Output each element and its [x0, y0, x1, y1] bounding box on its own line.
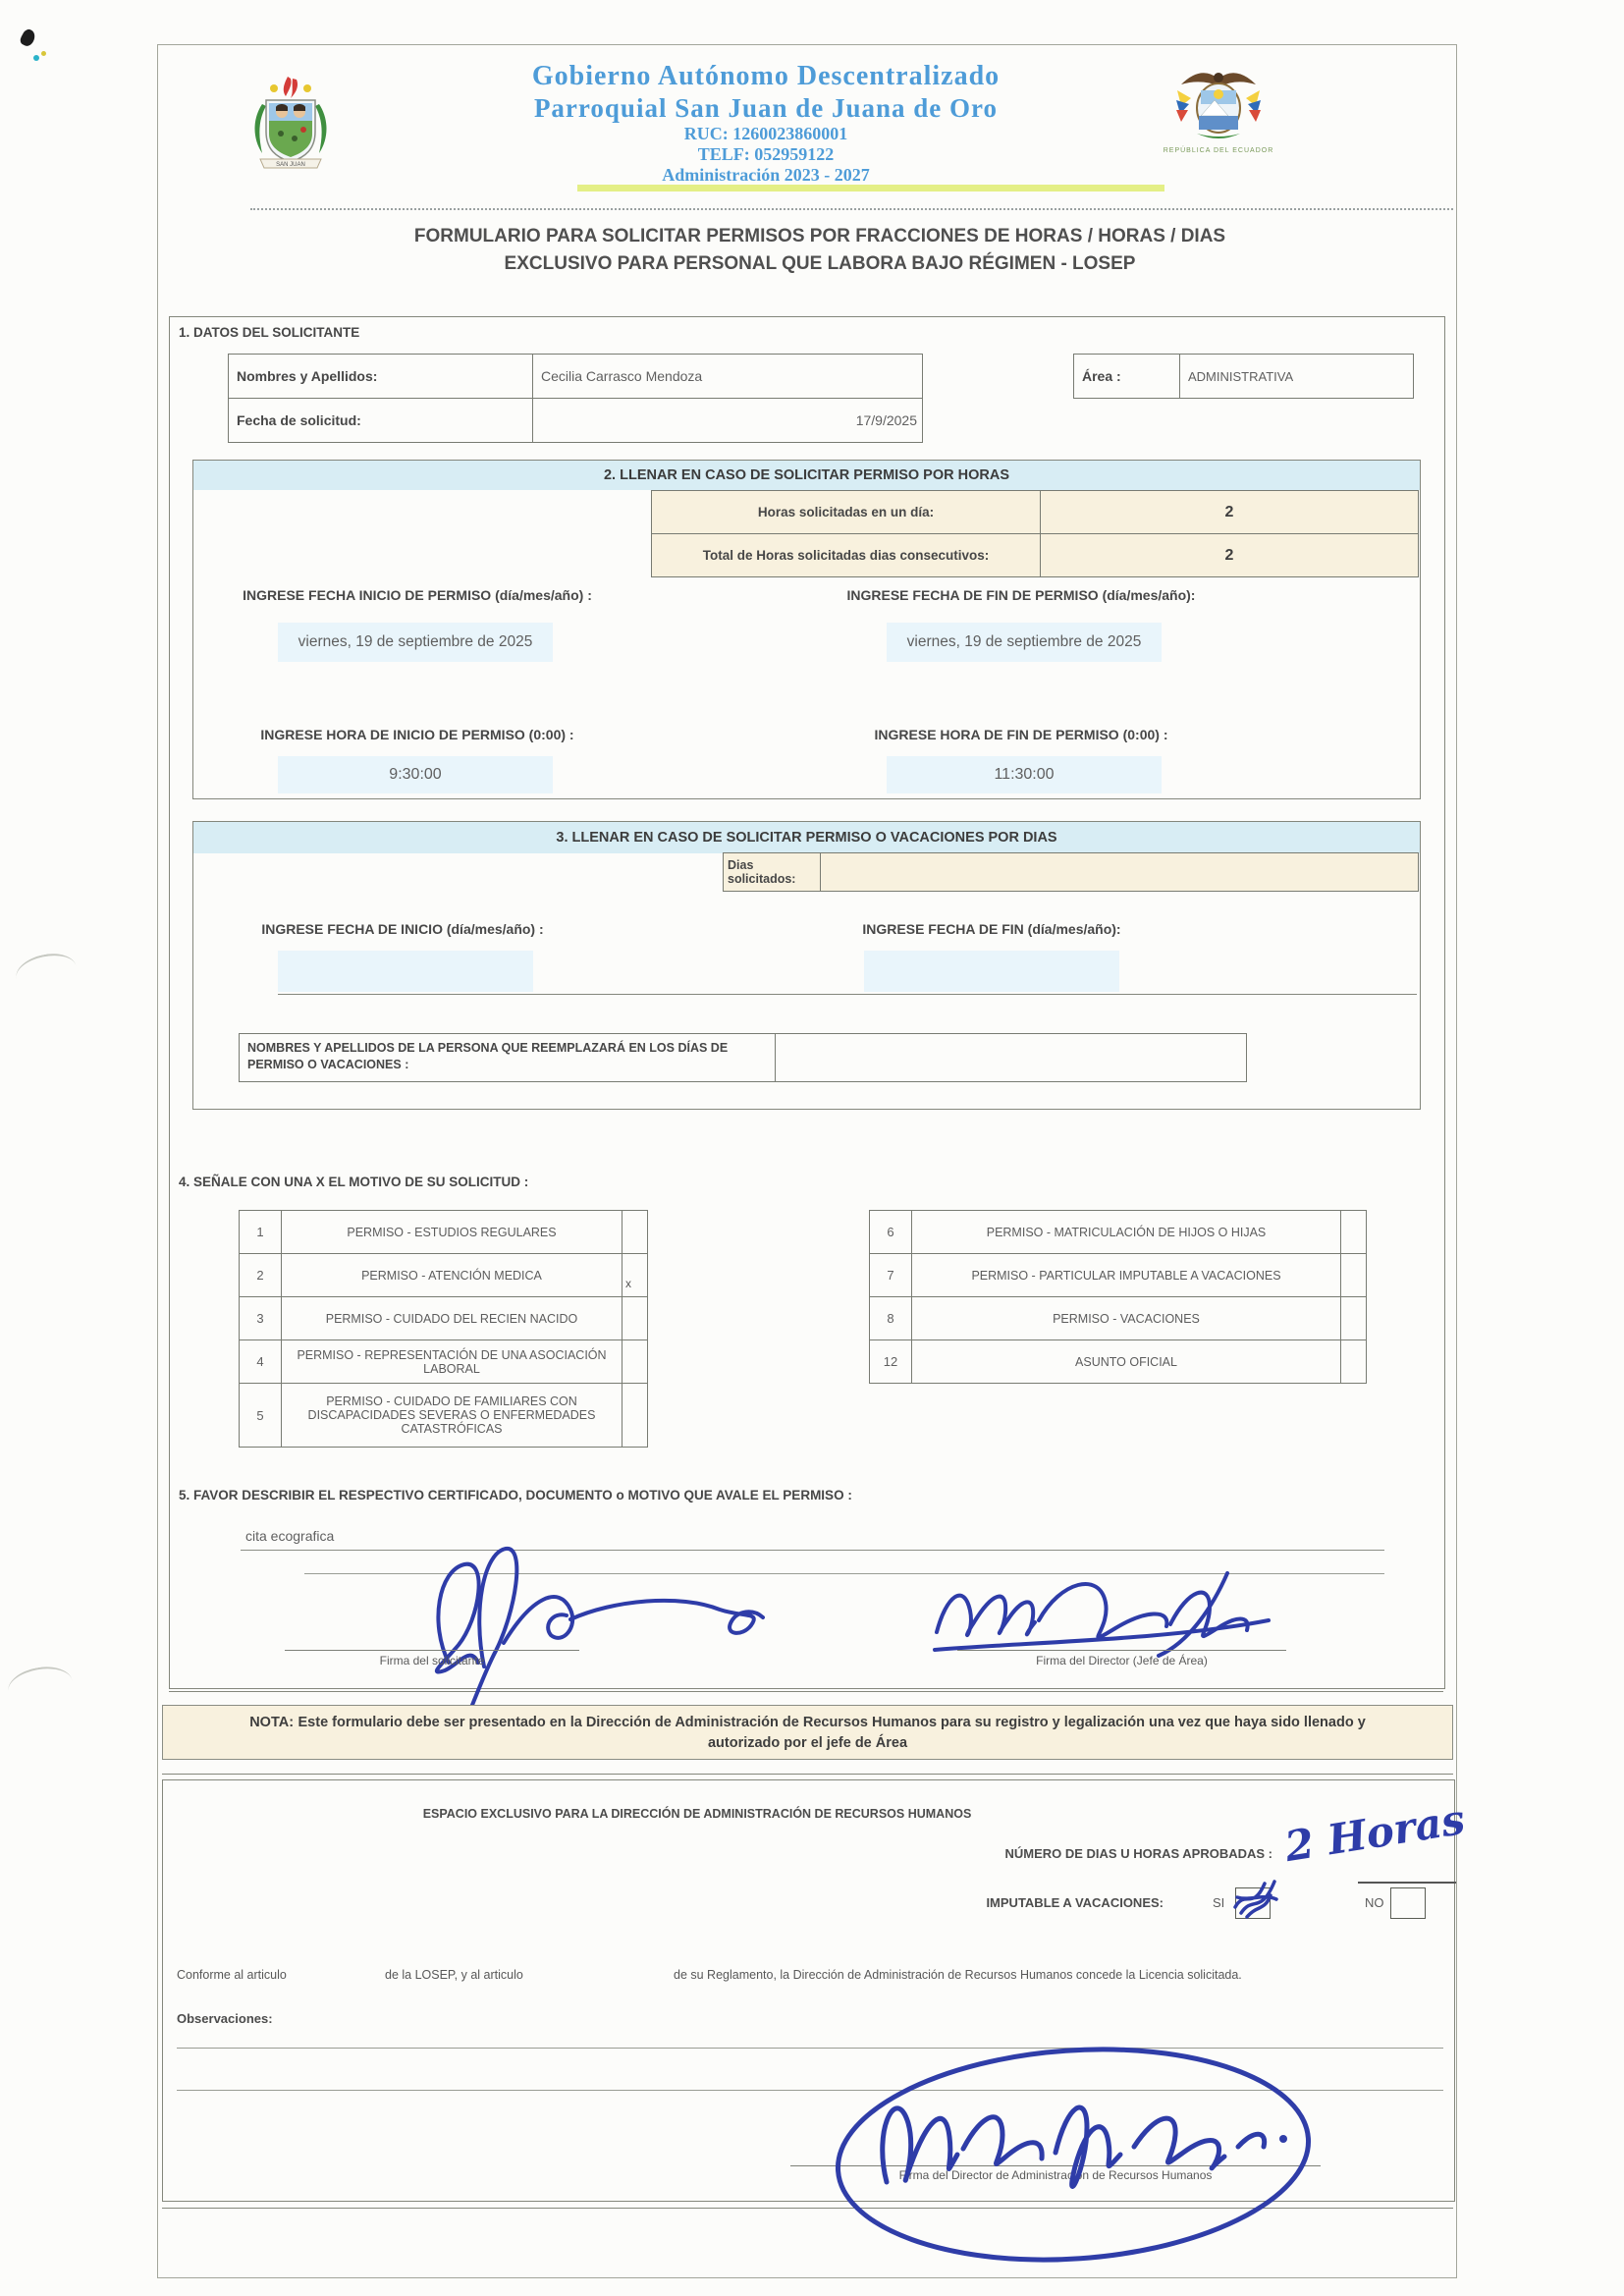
- scan-artifact: [33, 55, 39, 61]
- fecha-solicitud-value: 17/9/2025: [855, 412, 917, 428]
- horas-dia-label: Horas solicitadas en un día:: [652, 491, 1041, 533]
- form-title-line1: FORMULARIO PARA SOLICITAR PERMISOS POR FRACCIONES DE HORAS / HORAS / DIAS: [413, 226, 1226, 246]
- header-divider: [250, 208, 1453, 210]
- imputable-label: IMPUTABLE A VACACIONES:: [986, 1895, 1164, 1910]
- motive-row: [240, 1253, 647, 1296]
- fecha-inicio-dias-label: INGRESE FECHA DE INICIO (día/mes/año) :: [261, 921, 544, 937]
- motive-mark-cell: [622, 1297, 647, 1339]
- motive-number: 12: [870, 1340, 912, 1383]
- fecha-fin-dias-label: INGRESE FECHA DE FIN (día/mes/año):: [862, 921, 1121, 937]
- reemplazo-value: [776, 1033, 1247, 1082]
- section4-heading: 4. SEÑALE CON UNA X EL MOTIVO DE SU SOLICITUD :: [179, 1175, 529, 1189]
- horas-dia-value: 2: [1041, 491, 1418, 533]
- motive-mark-cell: [1340, 1211, 1366, 1253]
- area-label: Área :: [1074, 355, 1180, 398]
- motives-table-right: [869, 1210, 1367, 1384]
- org-admin-period: Administración 2023 - 2027: [662, 165, 870, 185]
- motive-mark-cell: [1340, 1340, 1366, 1383]
- fecha-inicio-permiso-label: INGRESE FECHA INICIO DE PERMISO (día/mes/año) :: [243, 587, 592, 603]
- motive-row: [870, 1296, 1366, 1339]
- section3-heading: 3. LLENAR EN CASO DE SOLICITAR PERMISO O VACACIONES POR DIAS: [193, 822, 1420, 853]
- crest-banner-text: SAN JUAN: [276, 162, 305, 168]
- dias-solicitados-row: [723, 852, 1419, 892]
- hr-box-double-line: [162, 1774, 1453, 1775]
- fecha-solicitud-label: Fecha de solicitud:: [229, 399, 533, 442]
- motive-number: 7: [870, 1254, 912, 1296]
- scan-artifact: [13, 949, 80, 996]
- no-checkbox: [1390, 1887, 1426, 1919]
- fecha-fin-dias-field: [864, 951, 1119, 992]
- applicant-signature-line: [285, 1650, 579, 1651]
- scan-artifact: [5, 1663, 76, 1711]
- motive-row: [870, 1253, 1366, 1296]
- conforme-text-1: Conforme al articulo: [177, 1968, 287, 1982]
- fecha-fin-dias-line: [864, 994, 1417, 995]
- fecha-fin-permiso-label: INGRESE FECHA DE FIN DE PERMISO (día/mes/año):: [846, 587, 1196, 603]
- conforme-text-2: de la LOSEP, y al articulo: [385, 1968, 523, 1982]
- aprobadas-label: NÚMERO DE DIAS U HORAS APROBADAS :: [1004, 1846, 1272, 1861]
- motive-label: PERMISO - REPRESENTACIÓN DE UNA ASOCIACIÓN LABORAL: [297, 1347, 607, 1376]
- org-telf: TELF: 052959122: [697, 144, 835, 164]
- motive-label: PERMISO - PARTICULAR IMPUTABLE A VACACIONES: [971, 1268, 1281, 1283]
- section5-heading: 5. FAVOR DESCRIBIR EL RESPECTIVO CERTIFICADO, DOCUMENTO o MOTIVO QUE AVALE EL PERMISO :: [179, 1488, 852, 1503]
- motive-label: PERMISO - ESTUDIOS REGULARES: [347, 1225, 557, 1239]
- area-table: [1073, 354, 1414, 399]
- motive-number: 6: [870, 1211, 912, 1253]
- motive-row: [240, 1296, 647, 1339]
- motive-row: [240, 1383, 647, 1447]
- motive-row: [240, 1211, 647, 1253]
- scan-artifact: [41, 51, 46, 56]
- total-horas-value: 2: [1041, 534, 1418, 576]
- nota-box: [162, 1705, 1453, 1760]
- director-area-signature-caption: Firma del Director (Jefe de Área): [1036, 1654, 1208, 1667]
- motive-label: PERMISO - MATRICULACIÓN DE HIJOS O HIJAS: [986, 1225, 1267, 1239]
- applicant-table: [228, 354, 923, 443]
- main-form-box-double-line: [169, 1691, 1443, 1692]
- fecha-fin-permiso-value: viernes, 19 de septiembre de 2025: [887, 623, 1162, 662]
- motive-number: 8: [870, 1297, 912, 1339]
- fecha-inicio-dias-line: [278, 994, 926, 995]
- motive-label: PERMISO - VACACIONES: [1053, 1311, 1200, 1326]
- director-rrhh-signature: [810, 2021, 1370, 2272]
- total-horas-label: Total de Horas solicitadas dias consecutivos:: [652, 534, 1041, 576]
- motive-label: PERMISO - CUIDADO DEL RECIEN NACIDO: [325, 1311, 578, 1326]
- org-name-line2: Parroquial San Juan de Juana de Oro: [533, 93, 999, 123]
- form-title-line2: EXCLUSIVO PARA PERSONAL QUE LABORA BAJO RÉGIMEN - LOSEP: [504, 253, 1136, 274]
- motive-label: PERMISO - ATENCIÓN MEDICA: [361, 1268, 542, 1283]
- ecuador-coat-of-arms: [1171, 65, 1266, 147]
- fecha-inicio-dias-field: [278, 951, 533, 992]
- motive-row: [870, 1339, 1366, 1383]
- motive-mark-cell: [622, 1384, 647, 1447]
- motive-row: [870, 1211, 1366, 1253]
- hours-table: [651, 490, 1419, 577]
- motive-mark-cell: x: [622, 1254, 647, 1296]
- applicant-signature-caption: Firma del solicitante: [379, 1654, 485, 1667]
- reemplazo-row: [239, 1033, 1247, 1082]
- scan-artifact: [19, 27, 37, 48]
- motive-label: ASUNTO OFICIAL: [1075, 1354, 1177, 1369]
- motive-mark-cell: [622, 1340, 647, 1383]
- nota-text: Este formulario debe ser presentado en la Dirección de Administración de Recursos Humanos para su registro y legalización una vez que haya sido llenado y autorizado por el jefe de Área: [298, 1715, 1366, 1751]
- fecha-inicio-permiso-value: viernes, 19 de septiembre de 2025: [278, 623, 553, 662]
- director-rrhh-signature-caption: Firma del Director de Administración de Recursos Humanos: [898, 2168, 1213, 2182]
- motive-number: 3: [240, 1297, 282, 1339]
- motive-number: 1: [240, 1211, 282, 1253]
- dias-solicitados-value: [821, 852, 1419, 892]
- aprobadas-line: [1358, 1882, 1456, 1884]
- hr-heading: ESPACIO EXCLUSIVO PARA LA DIRECCIÓN DE ADMINISTRACIÓN DE RECURSOS HUMANOS: [422, 1807, 972, 1821]
- motive-label: PERMISO - CUIDADO DE FAMILIARES CON DISCAPACIDADES SEVERAS O ENFERMEDADES CATASTRÓFICAS: [307, 1394, 596, 1436]
- motive-number: 4: [240, 1340, 282, 1383]
- hora-inicio-permiso-value: 9:30:00: [278, 756, 553, 793]
- director-area-signature-line: [957, 1650, 1286, 1651]
- nota-label: NOTA:: [249, 1715, 295, 1730]
- motive-number: 5: [240, 1384, 282, 1447]
- section2-heading: 2. LLENAR EN CASO DE SOLICITAR PERMISO POR HORAS: [193, 461, 1420, 490]
- no-label: NO: [1365, 1895, 1384, 1910]
- conforme-text-3: de su Reglamento, la Dirección de Administración de Recursos Humanos concede la Licencia solicitada.: [674, 1968, 1242, 1982]
- motive-mark-cell: [622, 1211, 647, 1253]
- motives-table-left: [239, 1210, 648, 1448]
- nombres-value: Cecilia Carrasco Mendoza: [541, 368, 703, 384]
- parish-coat-of-arms: [248, 75, 333, 173]
- hora-fin-permiso-value: 11:30:00: [887, 756, 1162, 793]
- motive-number: 2: [240, 1254, 282, 1296]
- org-name-line1: Gobierno Autónomo Descentralizado: [531, 61, 1001, 91]
- section1-heading: 1. DATOS DEL SOLICITANTE: [179, 325, 360, 340]
- director-area-signature: [923, 1559, 1286, 1662]
- observaciones-label: Observaciones:: [177, 2011, 273, 2026]
- org-ruc: RUC: 1260023860001: [683, 124, 848, 143]
- motive-mark-cell: [1340, 1297, 1366, 1339]
- aprobadas-handwriting: 2 Horas: [1281, 1794, 1469, 1872]
- area-value: ADMINISTRATIVA: [1188, 368, 1294, 384]
- motive-row: [240, 1339, 647, 1383]
- dias-solicitados-label: Dias solicitados:: [723, 852, 821, 892]
- hora-inicio-permiso-label: INGRESE HORA DE INICIO DE PERMISO (0:00) :: [260, 727, 574, 742]
- nombres-label: Nombres y Apellidos:: [229, 355, 533, 398]
- motive-mark-cell: [1340, 1254, 1366, 1296]
- si-check-mark: [1227, 1868, 1284, 1925]
- si-label: SI: [1213, 1895, 1225, 1910]
- hora-fin-permiso-label: INGRESE HORA DE FIN DE PERMISO (0:00) :: [874, 727, 1168, 742]
- admin-highlight-bar: [577, 185, 1164, 191]
- reemplazo-label: NOMBRES Y APELLIDOS DE LA PERSONA QUE REEMPLAZARÁ EN LOS DÍAS DE PERMISO O VACACIONES :: [239, 1033, 776, 1082]
- eagle-caption: REPÚBLICA DEL ECUADOR: [1163, 147, 1274, 154]
- motivo-descripcion-value: cita ecografica: [245, 1528, 335, 1544]
